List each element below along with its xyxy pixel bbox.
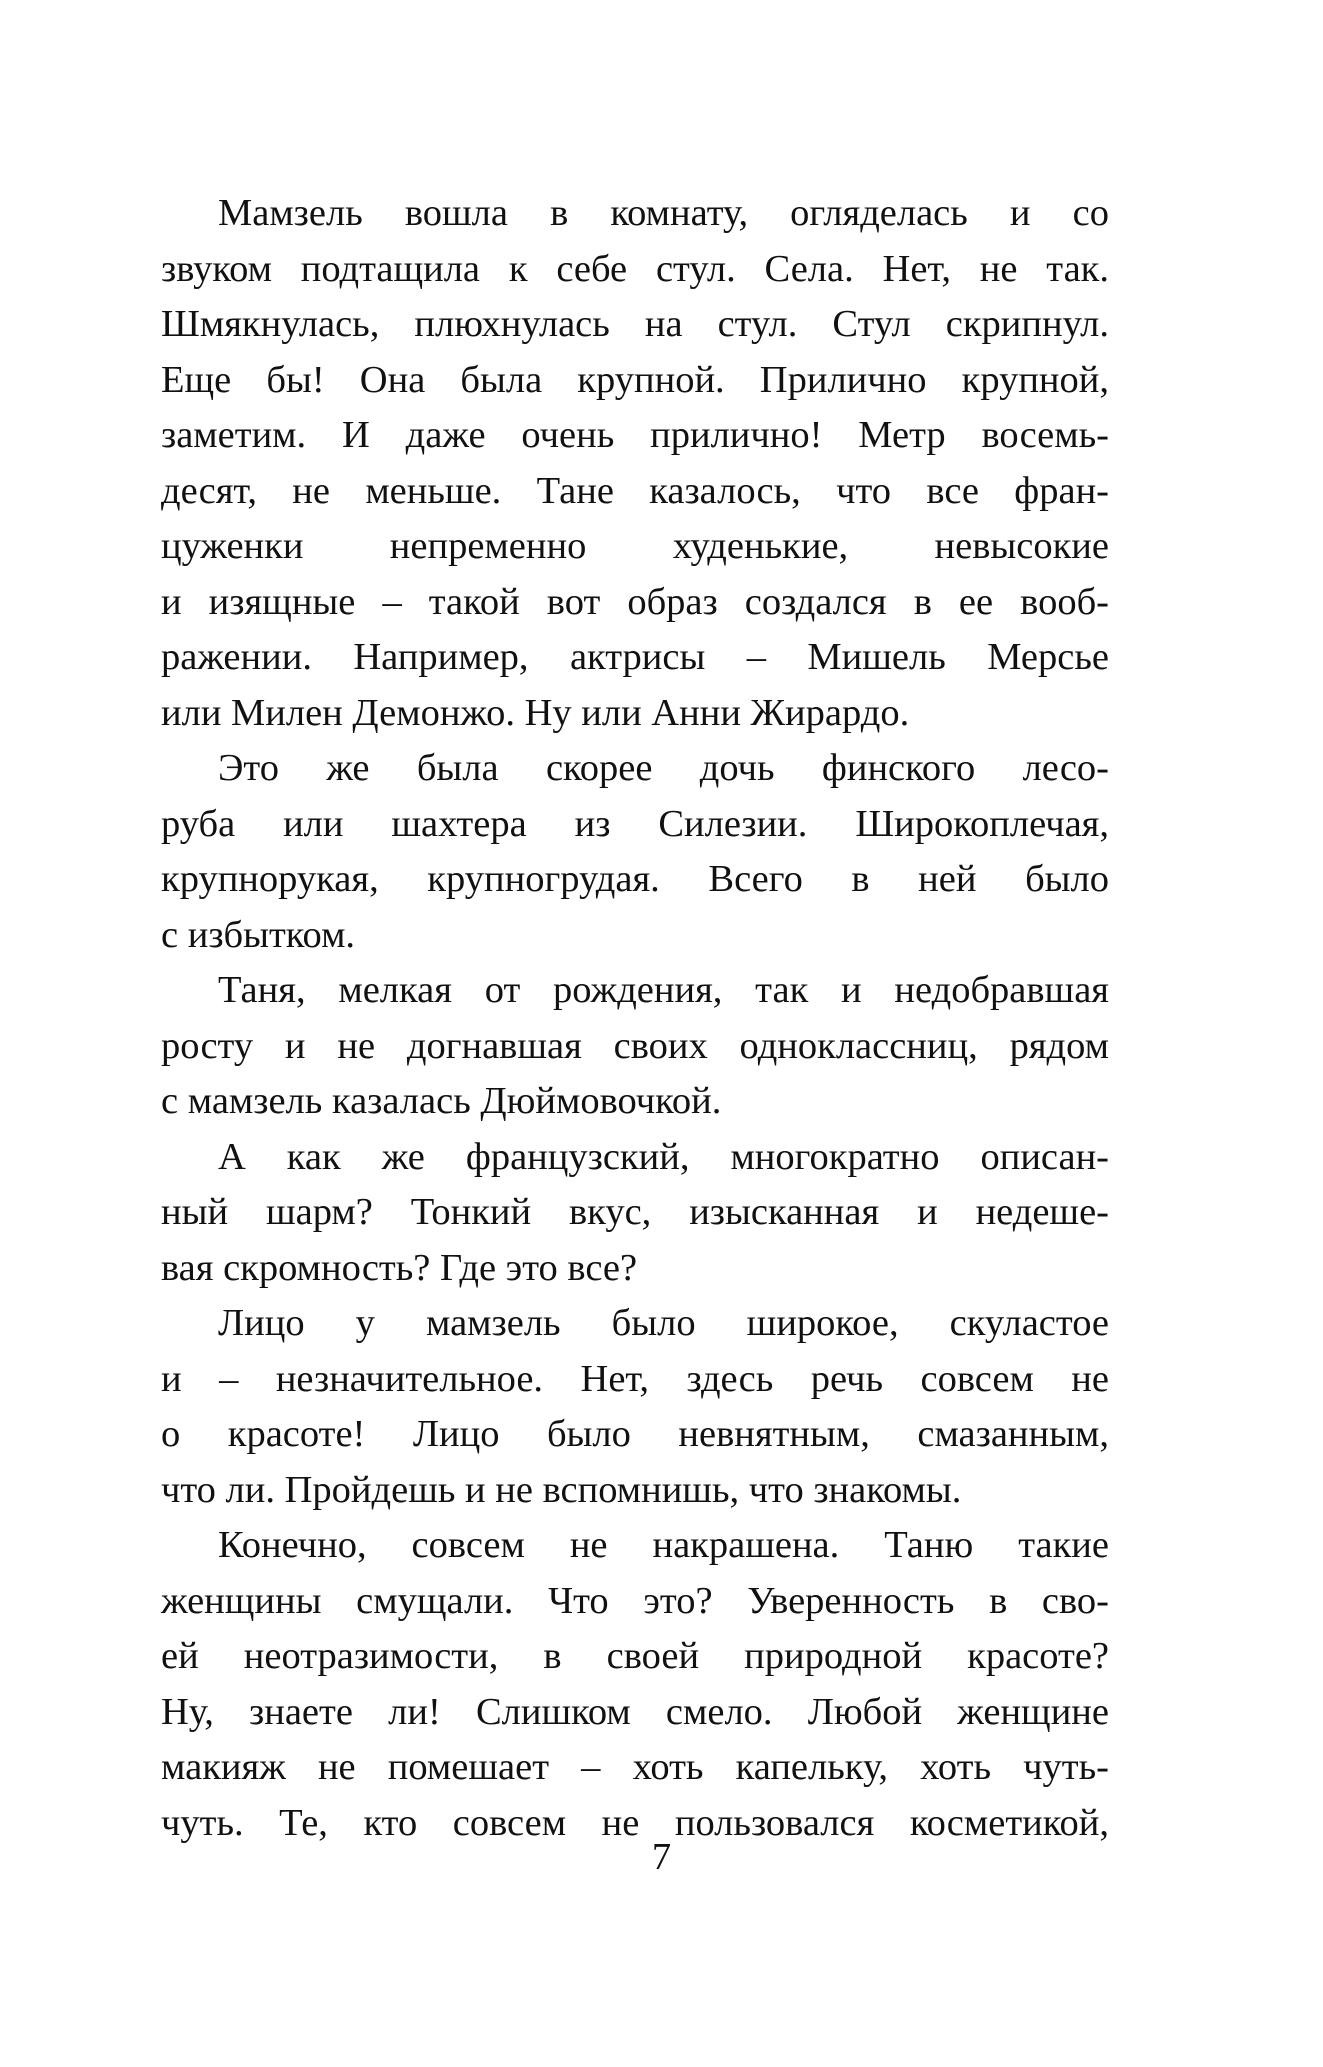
- text-line: росту и не догнавшая своих одноклассниц, рядом: [161, 1024, 1109, 1067]
- text-line: Таня, мелкая от рождения, так и недобравшая: [218, 969, 1109, 1011]
- text-line: Еще бы! Она была крупной. Прилично крупной,: [161, 358, 1109, 401]
- text-line: Лицо у мамзель было широкое, скуластое: [218, 1302, 1109, 1344]
- text-line: вая скромность? Где это все?: [161, 1246, 638, 1289]
- text-line: чуть. Те, кто совсем не пользовался косметикой,: [161, 1801, 1109, 1844]
- text-line: что ли. Пройдешь и не вспомнишь, что знакомы.: [161, 1468, 962, 1511]
- text-line: цуженки непременно худенькие, невысокие: [161, 525, 1109, 567]
- text-line: Это же была скорее дочь финского лесо-: [218, 747, 1109, 789]
- text-line: Конечно, совсем не накрашена. Таню такие: [218, 1524, 1109, 1566]
- text-line: или Милен Демонжо. Ну или Анни Жирардо.: [161, 691, 910, 734]
- text-line: макияж не помешает – хоть капельку, хоть чуть-: [161, 1746, 1109, 1788]
- text-line: женщины смущали. Что это? Уверенность в сво-: [161, 1579, 1109, 1622]
- text-line: десят, не меньше. Тане казалось, что все фран-: [161, 469, 1109, 512]
- text-line: Шмякнулась, плюхнулась на стул. Стул скрипнул.: [161, 303, 1109, 345]
- text-line: с избытком.: [161, 913, 356, 956]
- text-line: с мамзель казалась Дюймовочкой.: [161, 1080, 722, 1122]
- text-line: звуком подтащила к себе стул. Села. Нет, не так.: [161, 247, 1109, 290]
- text-line: ный шарм? Тонкий вкус, изысканная и недеше-: [161, 1191, 1109, 1233]
- text-line: ражении. Например, актрисы – Мишель Мерсье: [161, 636, 1109, 678]
- text-line: и изящные – такой вот образ создался в ее вооб-: [161, 580, 1109, 623]
- text-line: крупнорукая, крупногрудая. Всего в ней было: [161, 858, 1109, 900]
- page-number: 7: [651, 1836, 672, 1878]
- text-line: руба или шахтера из Силезии. Широкоплечая,: [161, 802, 1109, 845]
- text-line: Мамзель вошла в комнату, огляделась и со: [218, 192, 1109, 234]
- text-line: ей неотразимости, в своей природной красоте?: [161, 1635, 1109, 1677]
- text-line: заметим. И даже очень прилично! Метр восемь-: [161, 414, 1109, 456]
- text-line: о красоте! Лицо было невнятным, смазанным,: [161, 1413, 1109, 1455]
- text-line: А как же французский, многократно описан-: [218, 1135, 1109, 1178]
- text-line: Ну, знаете ли! Слишком смело. Любой женщине: [161, 1690, 1109, 1733]
- page-body-text: [161, 186, 1109, 1851]
- text-line: и – незначительное. Нет, здесь речь совсем не: [161, 1357, 1109, 1400]
